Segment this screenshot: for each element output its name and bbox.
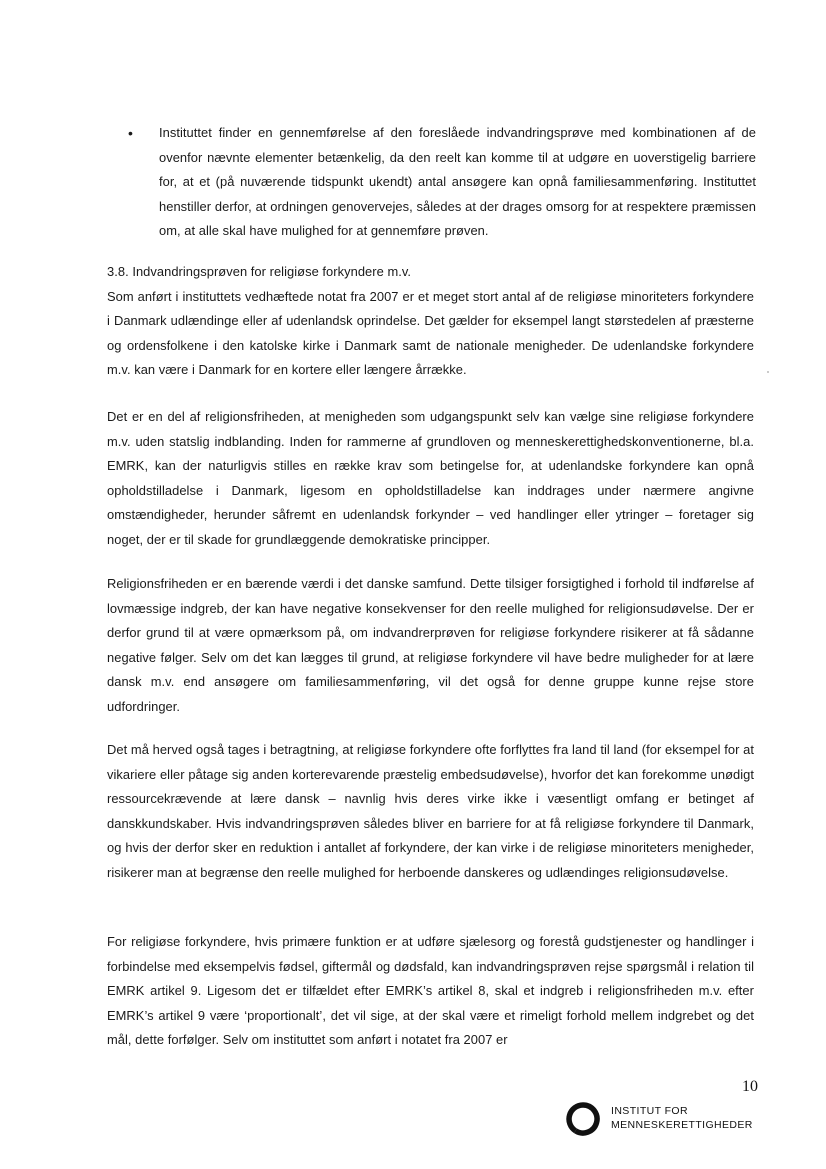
- paragraph-core-value: Religionsfriheden er en bærende værdi i det danske samfund. Dette tilsiger forsigtighed i forhold til indførelse af lovmæssige indgreb, der kan have negative konsekvenser for den reelle mulighed for religionsudøvelse. Der er derfor grund til at være opmærksom på, om indvandrerprøven for religiøse forkyndere risikerer at få sådanne negative følger. Selv om det kan lægges til grund, at religiøse forkyndere vil have bedre muligheder for at lære dansk m.v. end ansøgere om familiesammenføring, vil det også for denne gruppe kunne rejse store udfordringer.: [107, 576, 754, 714]
- scan-speck: [767, 371, 769, 373]
- section-3-8: [107, 260, 754, 383]
- bullet-marker: •: [128, 125, 133, 141]
- paragraph-transfer: Det må herved også tages i betragtning, at religiøse forkyndere ofte forflyttes fra land til land (for eksempel for at vikariere eller påtage sig anden korterevarende præstelig embedsudøvelse), hvorfor det kan forekomme unødigt ressourcekrævende at lære dansk – navnlig hvis deres virke ikke i væsentligt omfang er betinget af danskkundskaber. Hvis indvandringsprøven således bliver en barriere for at få religiøse forkyndere til Danmark, og hvis der derfor sker en reduktion i antallet af forkyndere, der kan virke i de religiøse minoriteters menigheder, risikerer man at begrænse den reelle mulighed for herboende danskeres og udlændinges religionsudøvelse.: [107, 742, 754, 880]
- bullet-text: Instituttet finder en gennemførelse af den foreslåede indvandringsprøve med kombinationen af de ovenfor nævnte elementer betænkelig, da den reelt kan komme til at udgøre en uoverstigelig barriere for, at et (på nuværende tidspunkt ukendt) antal ansøgere kan opnå familiesammenføring. Instituttet henstiller derfor, at ordningen genovervejes, således at der drages omsorg for at respektere præmissen om, at alle skal have mulighed for at gennemføre prøven.: [159, 125, 756, 239]
- section-intro-paragraph: Som anført i instituttets vedhæftede notat fra 2007 er et meget stort antal af de religiøse minoriteters forkyndere i Danmark udlændinge eller af udenlandsk oprindelse. Det gælder for eksempel langt størstedelen af præsterne og ordensfolkene i den katolske kirke i Danmark samt de nationale menigheder. De udenlandske forkyndere m.v. kan være i Danmark for en kortere eller længere årrække.: [107, 288, 754, 378]
- ring-logo-icon: [566, 1102, 600, 1136]
- bullet-item: [128, 121, 756, 244]
- institute-logo: [566, 1102, 766, 1138]
- paragraph-religious-freedom: Det er en del af religionsfriheden, at menigheden som udgangspunkt selv kan vælge sine religiøse forkyndere m.v. uden statslig indblanding. Inden for rammerne af grundloven og menneskerettighedskonventionerne, bl.a. EMRK, kan der naturligvis stilles en række krav som betingelse for, at udenlandske forkyndere kan opnå opholdstilladelse i Danmark, ligesom en opholdstilladelse kan inddrages under nærmere angivne omstændigheder, herunder såfremt en udenlandsk forkynder – ved handlinger eller ytringer – foretager sig noget, der er til skade for grundlæggende demokratiske principper.: [107, 409, 754, 547]
- logo-text-line2: MENNESKERETTIGHEDER: [611, 1119, 753, 1131]
- section-heading: 3.8. Indvandringsprøven for religiøse forkyndere m.v.: [107, 264, 412, 279]
- page-number: 10: [742, 1078, 758, 1095]
- logo-text-line1: INSTITUT FOR: [611, 1105, 688, 1117]
- paragraph-emrk-article-9: For religiøse forkyndere, hvis primære funktion er at udføre sjælesorg og forestå gudstjenester og handlinger i forbindelse med eksempelvis fødsel, giftermål og dødsfald, kan indvandringsprøven rejse spørgsmål i relation til EMRK artikel 9. Ligesom det er tilfældet efter EMRK’s artikel 8, skal et indgreb i religionsfriheden m.v. efter EMRK’s artikel 9 være ‘proportionalt’, det vil sige, at der skal være et rimeligt forhold mellem indgrebet og det mål, dette forfølger. Selv om instituttet som anført i notatet fra 2007 er: [107, 934, 754, 1048]
